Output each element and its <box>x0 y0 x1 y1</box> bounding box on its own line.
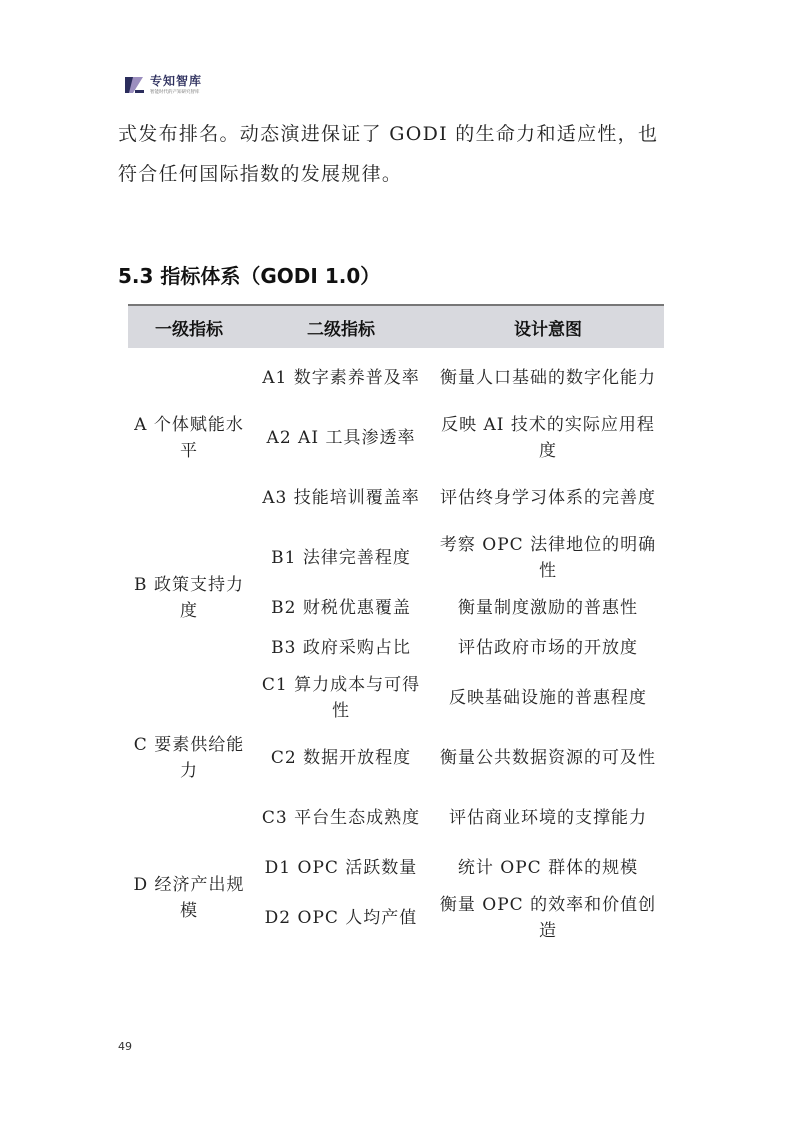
logo <box>123 72 233 100</box>
intent-cell: 评估终身学习体系的完善度 <box>440 488 656 508</box>
table-header-row <box>128 305 664 348</box>
level1-cell: D 经济产出规模 <box>133 875 245 921</box>
page-number: 49 <box>118 1040 132 1053</box>
level2-cell: C1 算力成本与可得性 <box>261 675 421 721</box>
level2-cell: A3 技能培训覆盖率 <box>262 488 420 508</box>
section-heading: 5.3 指标体系（GODI 1.0） <box>118 264 381 288</box>
indicator-table <box>128 304 664 948</box>
level2-cell: A2 AI 工具渗透率 <box>266 428 416 448</box>
intent-cell: 考察 OPC 法律地位的明确性 <box>439 535 657 581</box>
logo-subtext: 智能时代的产知研究智库 <box>150 90 200 95</box>
intent-cell: 衡量人口基础的数字化能力 <box>440 368 656 388</box>
paragraph-line: 式发布排名。动态演进保证了 GODI 的生命力和适应性，也 <box>118 123 659 145</box>
level1-cell: B 政策支持力度 <box>134 575 244 621</box>
header-intent: 设计意图 <box>432 305 664 348</box>
intent-cell: 衡量公共数据资源的可及性 <box>440 748 656 768</box>
body-paragraph <box>118 114 678 194</box>
logo-text: 专知智库 <box>150 74 203 88</box>
paragraph-line: 符合任何国际指数的发展规律。 <box>118 163 403 185</box>
level1-cell: A 个体赋能水平 <box>134 415 244 461</box>
level2-cell: D2 OPC 人均产值 <box>264 908 418 928</box>
level2-cell: A1 数字素养普及率 <box>262 368 420 388</box>
level1-cell: C 要素供给能力 <box>133 735 245 781</box>
table-row <box>128 668 664 728</box>
level2-cell: B3 政府采购占比 <box>271 638 411 658</box>
level2-cell: D1 OPC 活跃数量 <box>264 858 418 878</box>
table-row <box>128 528 664 588</box>
intent-cell: 评估政府市场的开放度 <box>458 638 638 658</box>
intent-cell: 衡量制度激励的普惠性 <box>458 598 638 618</box>
header-level1: 一级指标 <box>128 305 250 348</box>
intent-cell: 统计 OPC 群体的规模 <box>457 858 639 878</box>
header-level2: 二级指标 <box>250 305 432 348</box>
level2-cell: B2 财税优惠覆盖 <box>271 598 411 618</box>
intent-cell: 反映 AI 技术的实际应用程度 <box>441 415 655 461</box>
level2-cell: C2 数据开放程度 <box>270 748 412 768</box>
logo-mark-icon <box>123 74 145 96</box>
intent-cell: 反映基础设施的普惠程度 <box>449 688 647 708</box>
level2-cell: B1 法律完善程度 <box>271 548 411 568</box>
intent-cell: 评估商业环境的支撑能力 <box>449 808 647 828</box>
table-row <box>128 848 664 888</box>
table-row <box>128 348 664 408</box>
intent-cell: 衡量 OPC 的效率和价值创造 <box>439 895 657 941</box>
level2-cell: C3 平台生态成熟度 <box>261 808 421 828</box>
